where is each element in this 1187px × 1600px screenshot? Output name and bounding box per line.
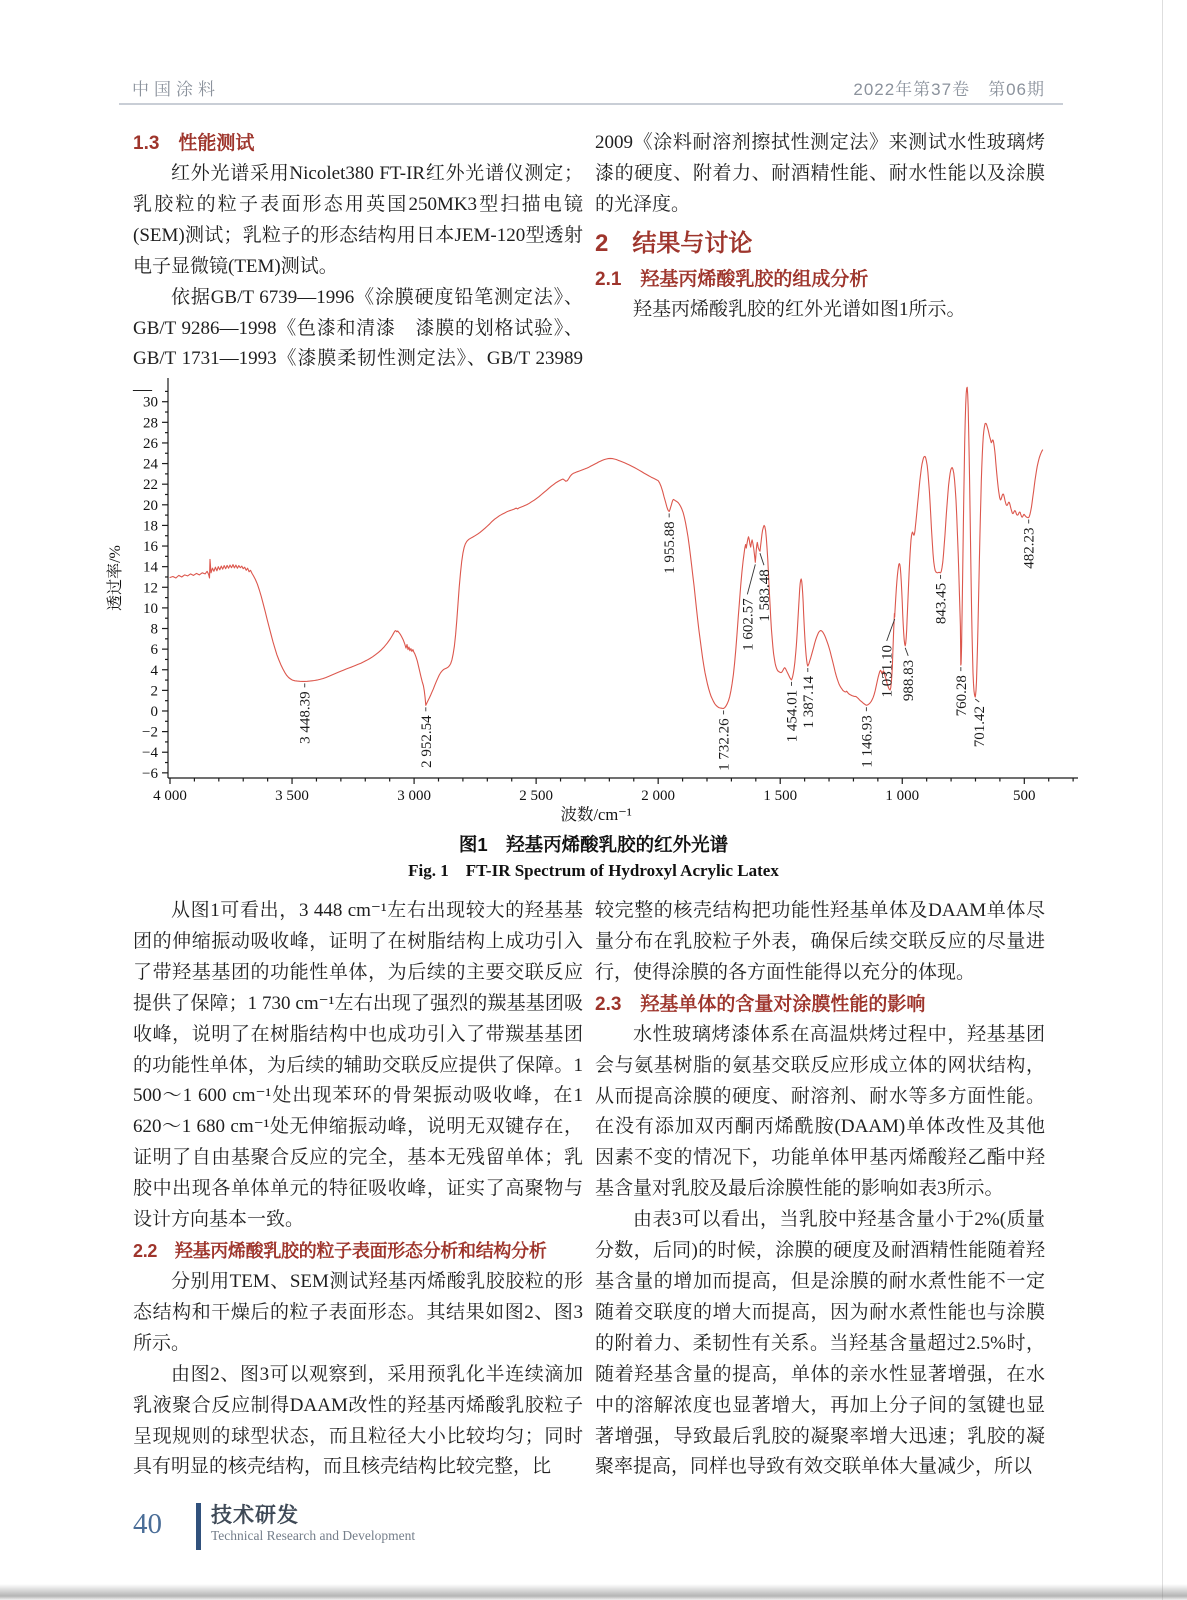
left-column-bottom — [133, 896, 583, 1483]
footer-divider-bar — [196, 1503, 201, 1550]
section-heading-2-3: 2.3 羟基单体的含量对涂膜性能的影响 — [595, 993, 926, 1015]
paragraph-core-shell-continued: 较完整的核壳结构把功能性羟基单体及DAAM单体尽量分布在乳胶粒子外表，确保后续交联反应的尽量进行，使得涂膜的各方面性能得以充分的体现。 — [595, 900, 1045, 983]
svg-text:1 031.10: 1 031.10 — [879, 644, 896, 698]
svg-text:1 602.57: 1 602.57 — [740, 598, 757, 651]
svg-text:26: 26 — [143, 435, 158, 452]
header-rule — [119, 103, 1063, 105]
svg-text:2 952.54: 2 952.54 — [418, 715, 435, 768]
svg-text:1 387.14: 1 387.14 — [800, 676, 817, 729]
figure-1-chart — [104, 372, 1080, 832]
page-number: 40 — [133, 1508, 162, 1540]
svg-text:4 000: 4 000 — [153, 788, 187, 804]
paragraph-table3-discussion: 由表3可以看出，当乳胶中羟基含量小于2%(质量分数，后同)的时候，涂膜的硬度及耐酒精性能随着羟基含量的增加而提高，但是涂膜的耐水煮性能不一定随着交联度的增大而提高，因为耐水煮性能也与涂膜的附着力、柔韧性有关系。当羟基含量超过2.5%时，随着羟基含量的提高，单体的亲水性显著增强，在水中的溶解浓度也显著增大，再加上分子间的氢键也显著增强，导致最后乳胶的凝聚率增大迅速；乳胶的凝聚率提高，同样也导致有效交联单体大量减少，所以 — [595, 1209, 1045, 1478]
section-heading-2-2: 2.2 羟基丙烯酸乳胶的粒子表面形态分析和结构分析 — [133, 1240, 547, 1261]
svg-text:1 955.88: 1 955.88 — [662, 521, 679, 574]
bottom-columns — [133, 896, 1045, 1483]
svg-text:2 500: 2 500 — [519, 788, 554, 804]
svg-text:1 500: 1 500 — [763, 788, 798, 804]
svg-text:−6: −6 — [142, 765, 158, 782]
svg-text:18: 18 — [143, 518, 158, 535]
section-heading-1-3: 1.3 性能测试 — [133, 133, 255, 154]
svg-text:3 448.39: 3 448.39 — [297, 691, 314, 744]
paragraph-ftir-intro: 羟基丙烯酸乳胶的红外光谱如图1所示。 — [633, 298, 966, 320]
section-heading-2-1: 2.1 羟基丙烯酸乳胶的组成分析 — [595, 268, 869, 290]
svg-text:16: 16 — [143, 539, 158, 556]
scan-shadow-bottom — [0, 1584, 1187, 1600]
figure-caption-en: Fig. 1 FT-IR Spectrum of Hydroxyl Acrylic Latex — [408, 861, 779, 880]
svg-text:482.23: 482.23 — [1021, 527, 1038, 569]
svg-text:760.28: 760.28 — [953, 675, 970, 717]
svg-text:4: 4 — [150, 662, 158, 679]
svg-text:30: 30 — [143, 394, 158, 411]
svg-text:0: 0 — [150, 703, 158, 720]
svg-text:−4: −4 — [142, 745, 158, 762]
scan-edge-right — [1162, 0, 1163, 1600]
svg-text:500: 500 — [1013, 788, 1036, 804]
svg-text:3 000: 3 000 — [397, 788, 431, 804]
figure-1-caption — [0, 831, 1187, 883]
left-column-top — [133, 128, 583, 406]
x-axis-label: 波数/cm⁻¹ — [560, 805, 632, 824]
paragraph-particle-morphology: 由图2、图3可以观察到，采用预乳化半连续滴加乳液聚合反应制得DAAM改性的羟基丙烯酸乳胶粒子呈现规则的球型状态，而且粒径大小比较均匀；同时具有明显的核壳结构，而且核壳结构比较完整，比 — [133, 1363, 583, 1478]
footer-section-subtitle: Technical Research and Development — [211, 1528, 416, 1543]
top-columns — [133, 128, 1045, 406]
page-header — [119, 74, 1063, 100]
peak-labels — [298, 513, 1038, 771]
chart-tick-labels — [142, 395, 1036, 804]
svg-text:1 583.48: 1 583.48 — [756, 569, 773, 622]
svg-text:843.45: 843.45 — [933, 582, 950, 625]
paragraph-tem-sem: 分别用TEM、SEM测试羟基丙烯酸乳胶胶粒的形态结构和干燥后的粒子表面形态。其结果如图2、图3所示。 — [133, 1270, 583, 1354]
paragraph-ftir-discussion: 从图1可看出，3 448 cm⁻¹左右出现较大的羟基基团的伸缩振动吸收峰，证明了在树脂结构上成功引入了带羟基基团的功能性单体，为后续的主要交联反应提供了保障；1 730 cm⁻¹左右出现了强烈的羰基基团吸收峰，说明了在树脂结构中也成功引入了带羰基基团的功能性单体，为后续的辅助交联反应提供了保障。1 500～1 600 cm⁻¹处出现苯环的骨架振动吸收峰，在1 620～1 680 cm⁻¹处无伸缩振动峰，说明无双键存在，证明了自由基聚合反应的完全，基本无残留单体；乳胶中出现各单体单元的特征吸收峰，证实了高聚物与设计方向基本一致。 — [133, 900, 583, 1231]
right-column-bottom — [595, 896, 1045, 1483]
right-column-top — [595, 128, 1045, 406]
svg-text:28: 28 — [143, 415, 158, 432]
svg-text:988.83: 988.83 — [901, 659, 918, 702]
svg-text:6: 6 — [150, 642, 158, 659]
svg-text:1 454.01: 1 454.01 — [784, 689, 801, 743]
svg-text:8: 8 — [150, 621, 158, 638]
section-heading-2: 2 结果与讨论 — [595, 229, 753, 257]
paragraph-test-methods: 红外光谱采用Nicolet380 FT-IR红外光谱仪测定；乳胶粒的粒子表面形态用英国250MK3型扫描电镜(SEM)测试；乳粒子的形态结构用日本JEM-120型透射电子显微镜(TEM)测试。 — [133, 163, 583, 277]
svg-text:22: 22 — [143, 477, 158, 494]
svg-text:2: 2 — [150, 683, 158, 700]
svg-text:−2: −2 — [142, 724, 158, 741]
footer-section-title: 技术研发 — [211, 1504, 299, 1527]
svg-text:14: 14 — [143, 559, 158, 576]
paragraph-standards-continued: 2009《涂料耐溶剂擦拭性测定法》来测试水性玻璃烤漆的硬度、附着力、耐酒精性能、耐水性能以及涂膜的光泽度。 — [595, 132, 1045, 215]
svg-text:1 732.26: 1 732.26 — [716, 718, 733, 771]
issue-info: 2022年第37卷 第06期 — [853, 80, 1045, 99]
svg-text:1 000: 1 000 — [885, 788, 920, 804]
svg-text:701.42: 701.42 — [972, 705, 989, 748]
paragraph-hydroxyl-effect: 水性玻璃烤漆体系在高温烘烤过程中，羟基基团会与氨基树脂的氨基交联反应形成立体的网状结构，从而提高涂膜的硬度、耐溶剂、耐水等多方面性能。在没有添加双丙酮丙烯酰胺(DAAM)单体改性及其他因素不变的情况下，功能单体甲基丙烯酸羟乙酯中羟基含量对乳胶及最后涂膜性能的影响如表3所示。 — [595, 1023, 1045, 1200]
svg-text:1 146.93: 1 146.93 — [859, 715, 876, 768]
svg-text:3 500: 3 500 — [275, 788, 309, 804]
y-axis-label: 透过率/% — [107, 545, 124, 611]
paragraph-standards: 依据GB/T 6739—1996《涂膜硬度铅笔测定法》、GB/T 9286—1998《色漆和清漆 漆膜的划格试验》、GB/T 1731—1993《漆膜柔韧性测定法》、GB/T 23989— — [133, 286, 583, 401]
svg-text:20: 20 — [143, 497, 158, 514]
journal-name: 中国涂料 — [132, 80, 220, 99]
svg-text:2 000: 2 000 — [641, 788, 676, 804]
figure-caption-cn: 图1 羟基丙烯酸乳胶的红外光谱 — [458, 834, 729, 855]
svg-text:10: 10 — [143, 600, 158, 617]
svg-text:12: 12 — [143, 580, 158, 597]
ftir-spectrum-svg — [104, 372, 1080, 832]
svg-text:24: 24 — [143, 456, 158, 473]
